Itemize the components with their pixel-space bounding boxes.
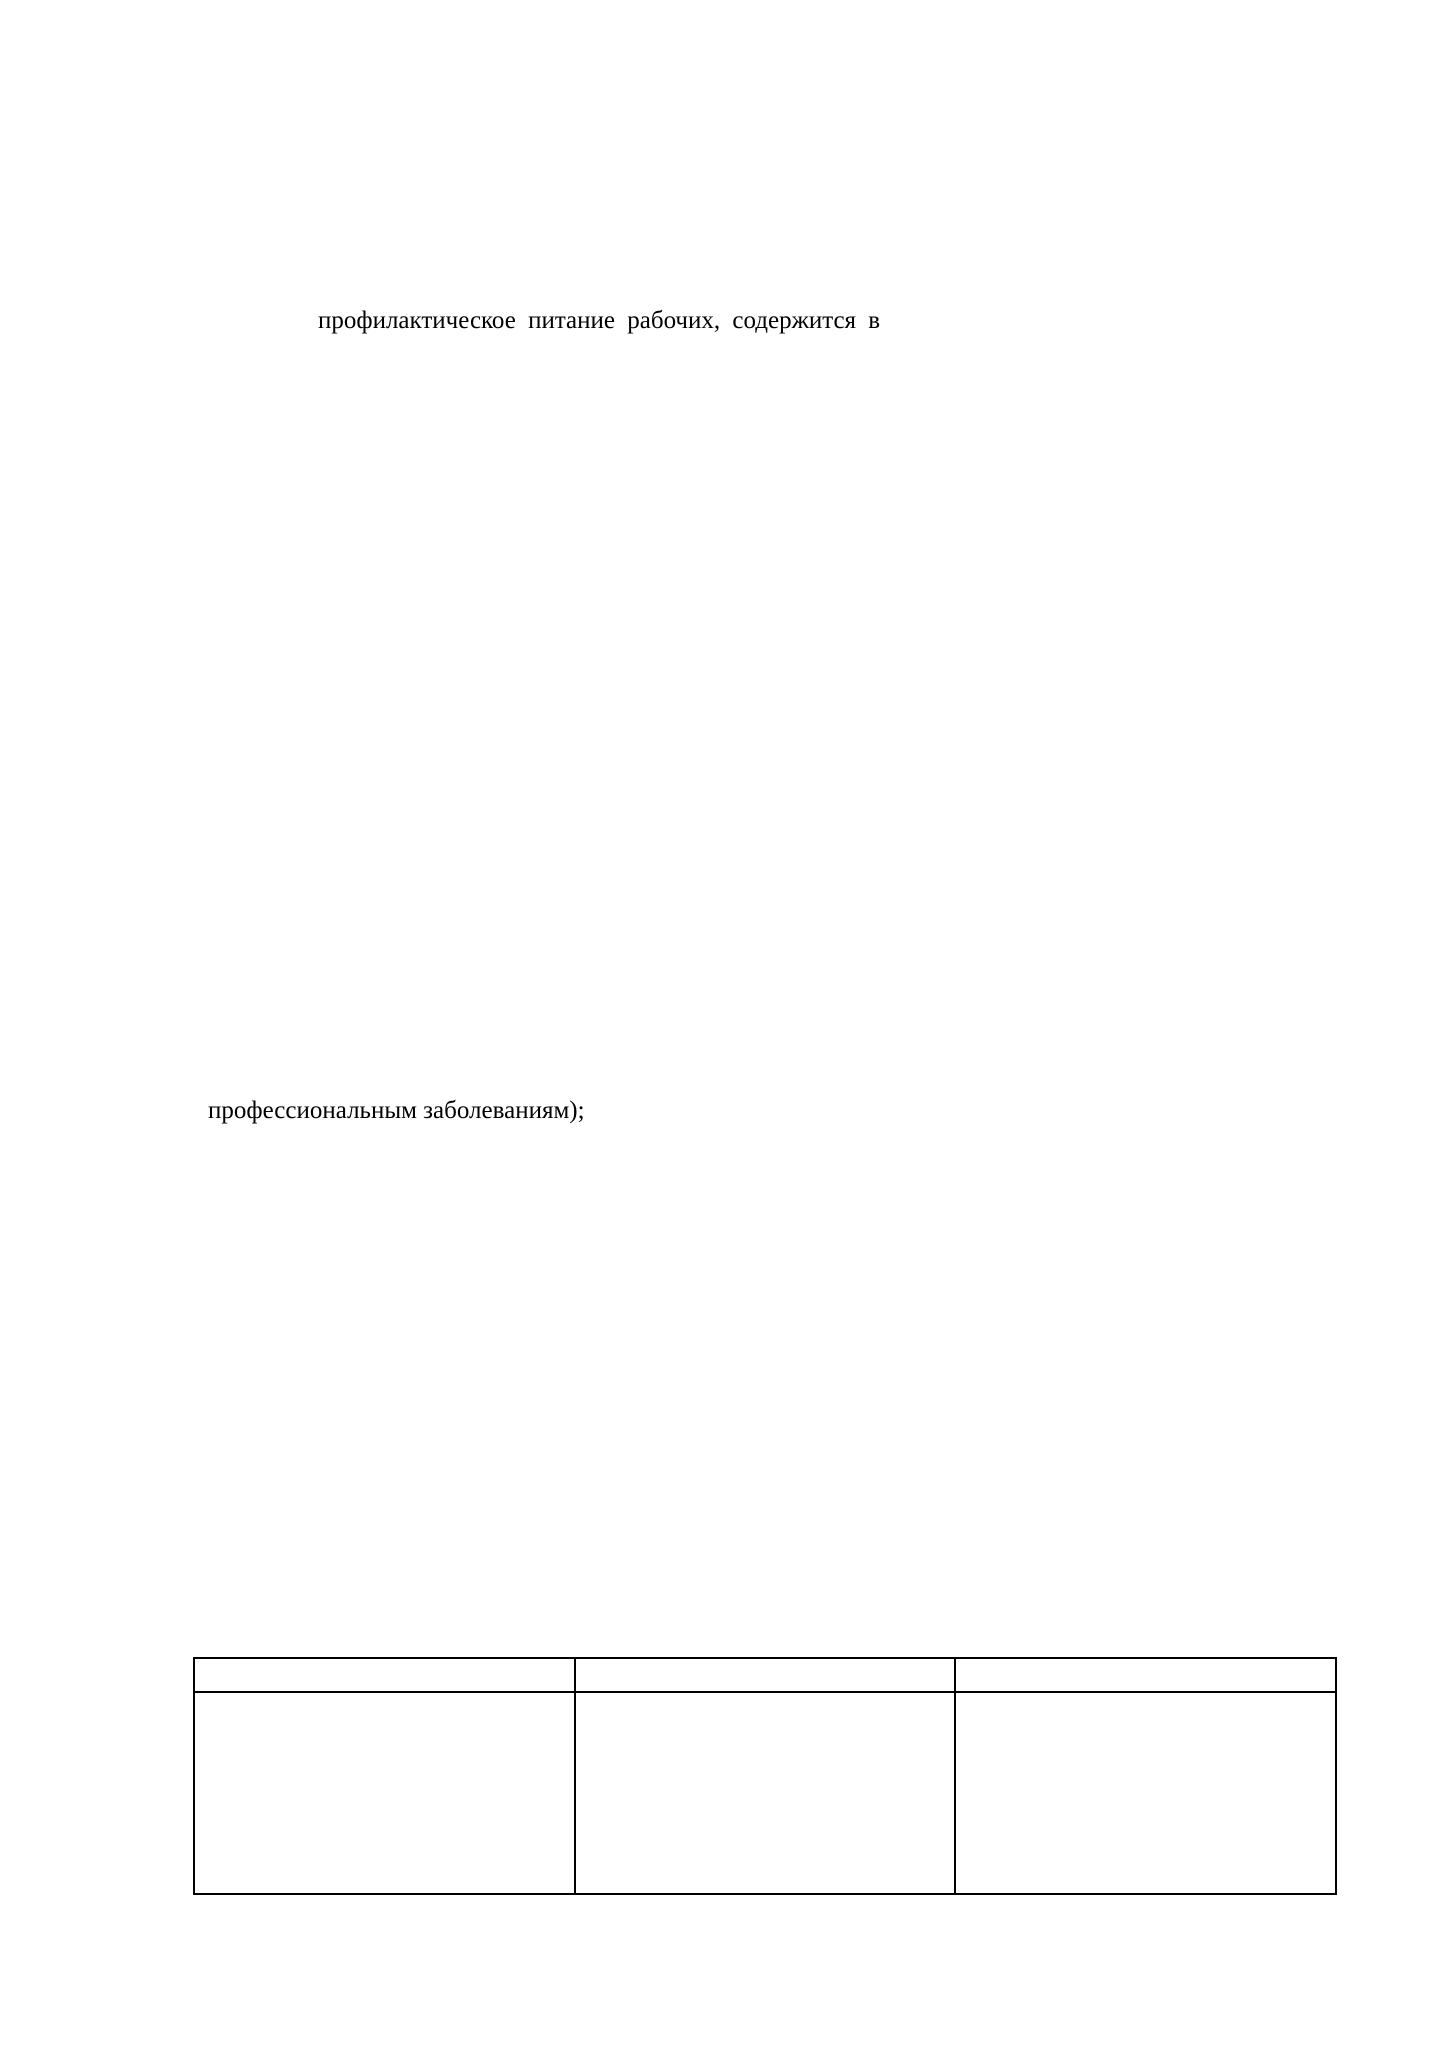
text-line-2: профессиональным заболеваниям); <box>208 1097 585 1124</box>
table-header-cell-2 <box>575 1658 956 1692</box>
text-line-1: профилактическое питание рабочих, содержится в <box>318 307 881 334</box>
table-cell-3 <box>955 1692 1336 1894</box>
table-cell-1 <box>194 1692 575 1894</box>
table-row <box>194 1692 1336 1894</box>
table-header-row <box>194 1658 1336 1692</box>
empty-table <box>193 1657 1337 1895</box>
table-header-cell-3 <box>955 1658 1336 1692</box>
table-cell-2 <box>575 1692 956 1894</box>
table-header-cell-1 <box>194 1658 575 1692</box>
